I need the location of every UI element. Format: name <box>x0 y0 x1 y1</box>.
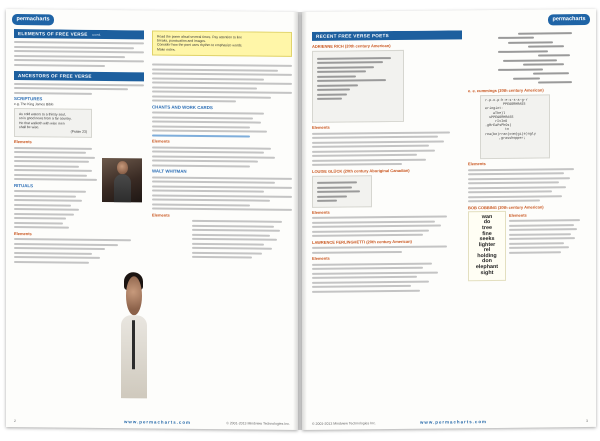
elements-right-2: Elements <box>312 209 330 215</box>
brochure-spread <box>6 12 596 430</box>
scripture-quote-box: As cold waters to a thirsty soul, so is good news from a far country. He that walketh with wise men shall be wise. (Psalm 23) <box>14 108 92 138</box>
elements-label-3: Elements <box>152 138 170 144</box>
ferlinghetti-heading: LAWRENCE FERLINGHETTI (20th century American) <box>312 238 412 245</box>
right-footer-url: www.permacharts.com <box>420 419 487 425</box>
rituals-label: RITUALS <box>14 182 34 188</box>
elements-label-2: Elements <box>14 230 32 236</box>
right-column-a <box>312 30 462 416</box>
elements-right-1: Elements <box>312 124 330 130</box>
permacharts-logo: permacharts <box>12 14 54 25</box>
scattered-poem <box>498 32 588 84</box>
section-title-recent-poets: RECENT FREE VERSE POETS <box>312 30 462 41</box>
right-footer-copyright: © 2001-2013 Mindview Technologies Inc. <box>312 421 376 426</box>
left-footer: 2 <box>14 419 16 424</box>
elements-right-5: Elements <box>509 212 527 218</box>
right-page <box>302 9 596 430</box>
scriptures-label: SCRIPTURES <box>14 96 43 102</box>
concrete-poem-box: wan do tree fine seeks lighter rel holding don elephant sight <box>468 210 506 280</box>
permacharts-logo-right: permacharts <box>548 14 590 25</box>
langston-heading: LOUISE GLÜCK (20th century Aboriginal Canadian) <box>312 167 410 174</box>
scriptures-sub: e.g. The King James Bible <box>14 102 54 107</box>
whitman-elements-label: Elements <box>152 212 170 218</box>
walt-whitman-label: WALT WHITMAN <box>152 168 187 175</box>
elements-right-4: Elements <box>468 161 486 167</box>
section-title-elements: ELEMENTS OF FREE VERSE cont. <box>14 29 144 39</box>
bob-cobbing-heading: BOB COBBING (20th century American) <box>468 203 544 210</box>
section-title-ancestors: ANCESTORS OF FREE VERSE <box>14 71 144 81</box>
langston-poem-box <box>312 175 372 208</box>
page-gutter <box>293 12 307 430</box>
right-column-b <box>468 29 588 414</box>
adrienne-poem-box <box>312 50 404 123</box>
left-column-b <box>152 30 292 415</box>
left-footer-copyright: © 2001-2013 Mindview Technologies Inc. <box>226 421 290 426</box>
right-footer-page: 3 <box>586 419 588 424</box>
cummings-poem-box: r-p-o-p-h-e-s-s-a-g-r PPEGORHRASS eringint- aThe)l sPPEGORHRASS rIvInG .gRrEaPsPhOs) to rea(be)rran(com)gi(e)ngly ,grasshopper; <box>480 94 550 159</box>
left-page <box>6 9 298 430</box>
elements-right-3: Elements <box>312 255 330 261</box>
concrete-poem-row <box>468 210 588 281</box>
portrait-photo <box>102 158 142 202</box>
chants-label: CHANTS AND WORK CARDS <box>152 104 213 110</box>
reading-tips-box: Read the poem aloud several times. Pay attention to line breaks, punctuation and images. Consider how the poet uses rhythm to emphasize words. Make notes. <box>152 30 292 56</box>
cummings-heading: e. e. cummings (20th century American) <box>468 87 544 94</box>
left-footer-url: www.permacharts.com <box>124 419 191 425</box>
adrienne-heading: ADRIENNE RICH (20th century American) <box>312 43 391 49</box>
elements-label-1: Elements <box>14 139 32 145</box>
